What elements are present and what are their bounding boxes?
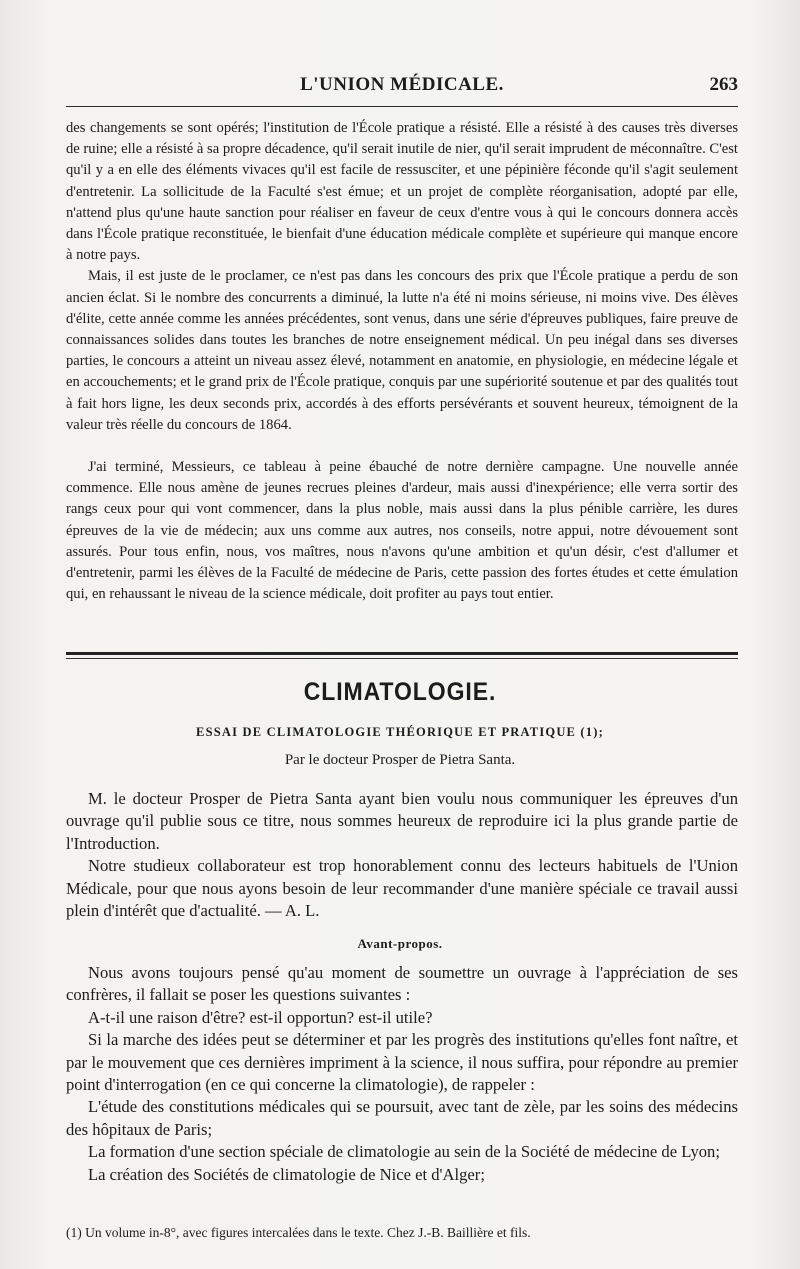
running-head (66, 74, 738, 102)
section-divider-thick (66, 652, 738, 655)
paragraph: La création des Sociétés de climatologie de Nice et d'Alger; (88, 1164, 485, 1184)
paragraph: des changements se sont opérés; l'institution de l'École pratique a résisté. Elle a résisté à des causes très diverses de ruine; elle a résisté à sa propre décadence, qu'il serait inutile de nier, qu'il serait imprudent de méconnaître. C'est qu'il y a en elle des éléments vivaces qu'il est facile de ressusciter, et une pépinière féconde qu'il s'agit seulement d'entretenir. La sollicitude de la Faculté s'est émue; et un projet de complète réorganisation, adopté par elle, n'attend plus qu'une haute sanction pour réaliser en faveur de ceux d'entre vous à qui le concours donnera accès dans l'École pratique reconstituée, le bienfait d'une éducation médicale complète et supérieure qui manque encore à notre pays. (66, 120, 738, 264)
paragraph: M. le docteur Prosper de Pietra Santa ayant bien voulu nous communiquer les épreuves d'un ouvrage qu'il publie sous ce titre, nous sommes heureux de reproduire ici la plus grande partie de l'Introduction. (66, 789, 738, 853)
running-title: L'UNION MÉDICALE. (300, 74, 504, 95)
paragraph: La formation d'une section spéciale de climatologie au sein de la Société de médecine de Lyon; (88, 1142, 720, 1162)
paragraph: Nous avons toujours pensé qu'au moment de soumettre un ouvrage à l'appréciation de ses confrères, il fallait se poser les questions suivantes : (66, 963, 738, 1005)
paragraph: A-t-il une raison d'être? est-il opportun? est-il utile? (88, 1007, 433, 1027)
page-number: 263 (709, 74, 738, 95)
avant-propos-text (66, 962, 738, 1186)
section-divider-thin (66, 658, 738, 659)
footnote: (1) Un volume in-8°, avec figures intercalées dans le texte. Chez J.-B. Baillière et fils. (66, 1225, 531, 1240)
essay-title: ESSAI DE CLIMATOLOGIE THÉORIQUE ET PRATIQUE (1); (196, 725, 604, 739)
editor-note (66, 788, 738, 922)
header-rule (66, 106, 738, 107)
paragraph: Notre studieux collaborateur est trop honorablement connu des lecteurs habituels de l'Union Médicale, pour que nous ayons besoin de leur recommander d'une manière spéciale ce travail aussi plein d'intérêt que d'actualité. — A. L. (66, 856, 738, 921)
paragraph: J'ai terminé, Messieurs, ce tableau à peine ébauché de notre dernière campagne. Une nouvelle année commence. Elle nous amène de jeunes recrues pleines d'ardeur, mais aussi d'inexpérience; elle verra sortir des rangs ceux pour qui vont commencer, dans la plus noble, mais aussi dans la plus pénible carrière, les dures épreuves de la vie de médecin; aux uns comme aux autres, nos conseils, notre appui, notre dévouement sont assurés. Pour tous enfin, nous, vos maîtres, nous n'avons qu'une ambition et qu'un désir, c'est d'allumer et d'entretenir, parmi les élèves de la Faculté de médecine de Paris, cette passion des fortes études et cette émulation qui, en rehaussant le niveau de la science médicale, doit profiter au pays tout entier. (66, 459, 738, 603)
paragraph: Si la marche des idées peut se déterminer et par les progrès des institutions qu'elles font naître, et par le mouvement que ces dernières impriment à la science, il nous suffira, pour répondre au premier point d'interrogation (en ce qui concerne la climatologie), de rappeler : (66, 1030, 738, 1095)
continued-article (66, 118, 738, 605)
section-heading: CLIMATOLOGIE. (303, 678, 497, 706)
paragraph: Mais, il est juste de le proclamer, ce n'est pas dans les concours des prix que l'École pratique a perdu de son ancien éclat. Si le nombre des concurrents a diminué, la lutte n'a été ni moins sérieuse, ni moins vive. Des élèves d'élite, cette année comme les années précédentes, sont venus, dans une série d'épreuves publiques, faire preuve de connaissances solides dans toutes les branches de notre enseignement médical. Un peu inégal dans ses diverses parties, le concours a atteint un niveau assez élevé, notamment en anatomie, en physiologie, en médecine légale et en accouchements; et le grand prix de l'École pratique, conquis par une supériorité soutenue et par des qualités tout à fait hors ligne, les deux seconds prix, accordés à des efforts persévérants et souvent heureux, témoignent de la valeur très réelle du concours de 1864. (66, 268, 738, 433)
byline: Par le docteur Prosper de Pietra Santa. (284, 752, 516, 768)
subheading-avant-propos: Avant-propos. (357, 936, 443, 951)
paragraph: L'étude des constitutions médicales qui se poursuit, avec tant de zèle, par les soins des médecins des hôpitaux de Paris; (66, 1097, 738, 1139)
